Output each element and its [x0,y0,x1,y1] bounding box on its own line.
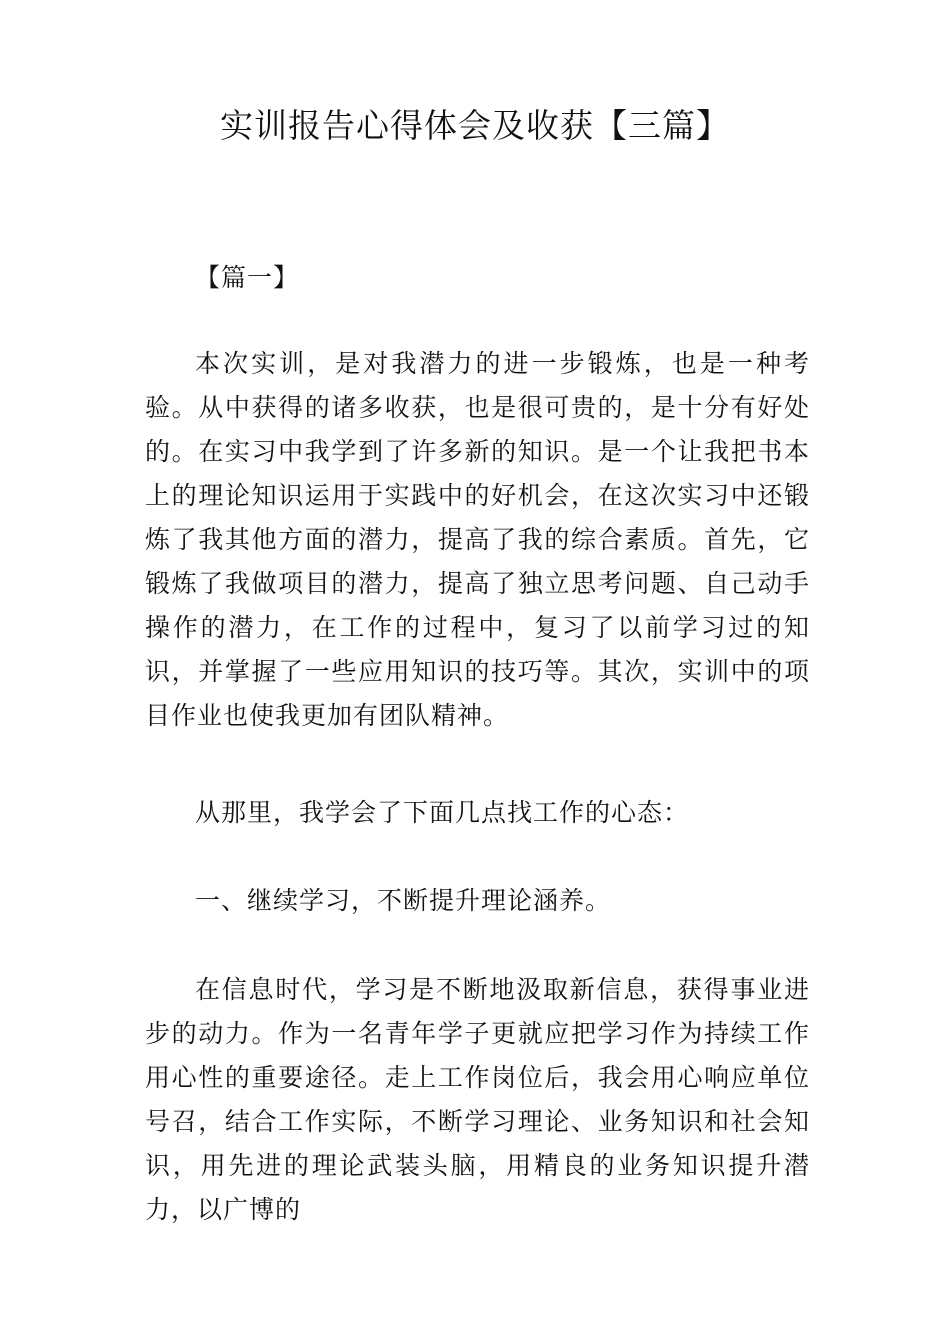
section-heading: 【篇一】 [195,263,300,292]
paragraph-3: 一、继续学习，不断提升理论涵养。 [195,886,612,915]
document-title: 实训报告心得体会及收获【三篇】 [220,106,730,145]
paragraph-1: 本次实训，是对我潜力的进一步锻炼，也是一种考验。从中获得的诸多收获，也是很可贵的，是十分有好处的。在实习中我学到了许多新的知识。是一个让我把书本上的理论知识运用于实践中的好机会，在这次实习中还锻炼了我其他方面的潜力，提高了我的综合素质。首先，它锻炼了我做项目的潜力，提高了独立思考问题、自己动手操作的潜力，在工作的过程中，复习了以前学习过的知识，并掌握了一些应用知识的技巧等。其次，实训中的项目作业也使我更加有团队精神。 [145,349,810,730]
paragraph-4: 在信息时代，学习是不断地汲取新信息，获得事业进步的动力。作为一名青年学子更就应把学习作为持续工作用心性的重要途径。走上工作岗位后，我会用心响应单位号召，结合工作实际，不断学习理论、业务知识和社会知识，用先进的理论武装头脑，用精良的业务知识提升潜力，以广博的 [145,975,810,1224]
paragraph-2: 从那里，我学会了下面几点找工作的心态： [195,798,690,827]
